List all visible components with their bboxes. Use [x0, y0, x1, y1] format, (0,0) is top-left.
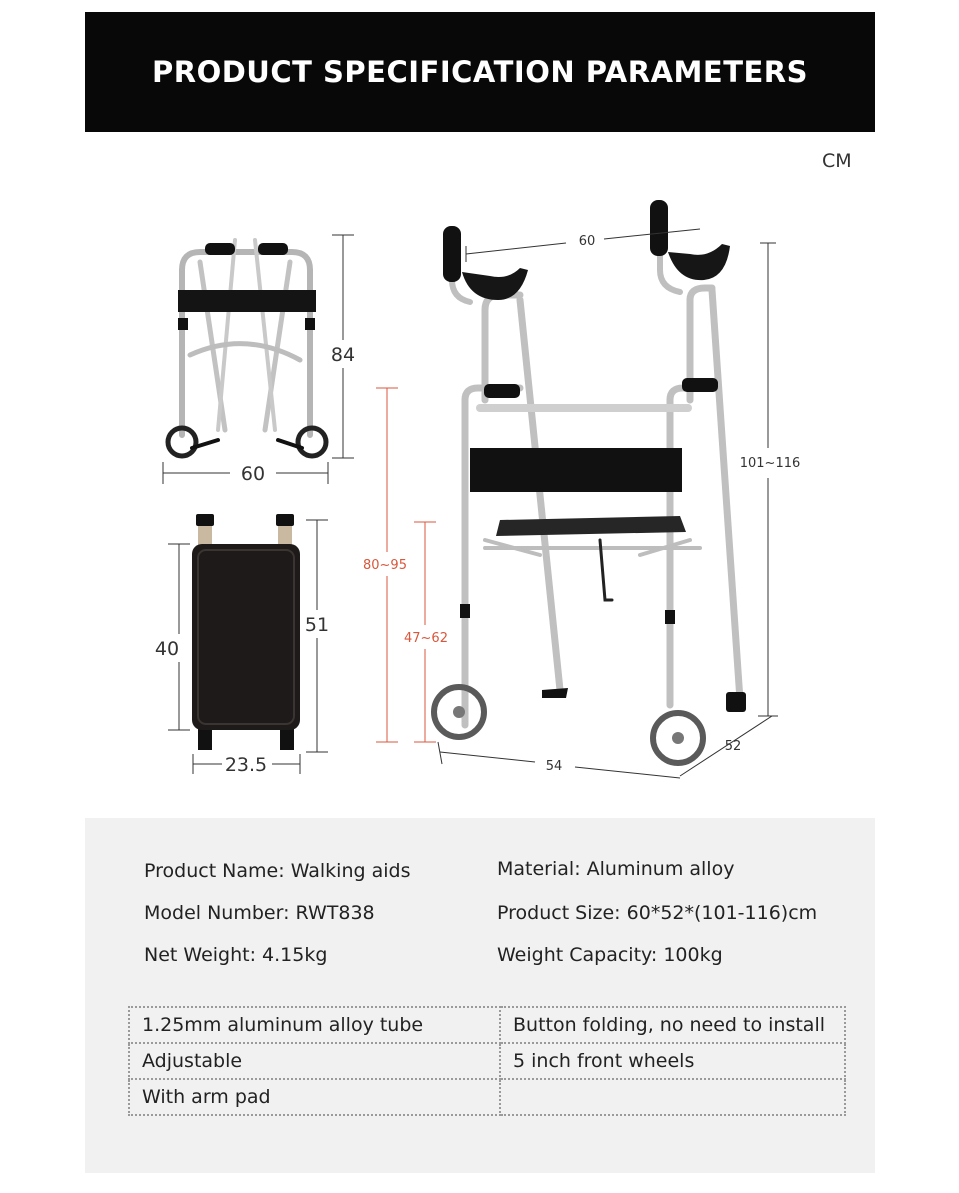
table-cell: With arm pad [129, 1079, 500, 1115]
seat-depth-label: 51 [304, 614, 330, 636]
spec-model-number: Model Number: RWT838 [144, 902, 375, 924]
table-row [129, 1007, 845, 1043]
spec-panel [85, 818, 875, 1173]
table-cell: 1.25mm aluminum alloy tube [129, 1007, 500, 1043]
seat-thickness-width-label: 23.5 [224, 754, 268, 776]
base-depth-label: 52 [724, 739, 742, 754]
total-height-label: 101~116 [739, 456, 801, 471]
seat-height-label: 47~62 [404, 631, 448, 646]
page-title: PRODUCT SPECIFICATION PARAMETERS [152, 55, 808, 89]
table-cell: Button folding, no need to install [500, 1007, 845, 1043]
armrest-height-label: 80~95 [363, 558, 407, 573]
walker-image [434, 200, 746, 763]
spec-weight-capacity: Weight Capacity: 100kg [497, 944, 723, 966]
base-width-label: 54 [545, 759, 563, 774]
folded-height-label: 84 [330, 344, 356, 366]
folded-width-label: 60 [240, 463, 266, 485]
folded-walker-image [168, 240, 326, 456]
table-row [129, 1079, 845, 1115]
spec-product-size: Product Size: 60*52*(101-116)cm [497, 902, 818, 924]
handle-span-label: 60 [578, 234, 596, 249]
features-table [128, 1006, 846, 1116]
table-cell: Adjustable [129, 1043, 500, 1079]
seat-width-label: 40 [154, 638, 180, 660]
seat-cushion-image [192, 514, 300, 750]
spec-product-name: Product Name: Walking aids [144, 860, 411, 882]
spec-material: Material: Aluminum alloy [497, 858, 735, 880]
spec-net-weight: Net Weight: 4.15kg [144, 944, 328, 966]
table-cell: 5 inch front wheels [500, 1043, 845, 1079]
unit-label: CM [822, 150, 852, 172]
table-row [129, 1043, 845, 1079]
table-cell [500, 1079, 845, 1115]
